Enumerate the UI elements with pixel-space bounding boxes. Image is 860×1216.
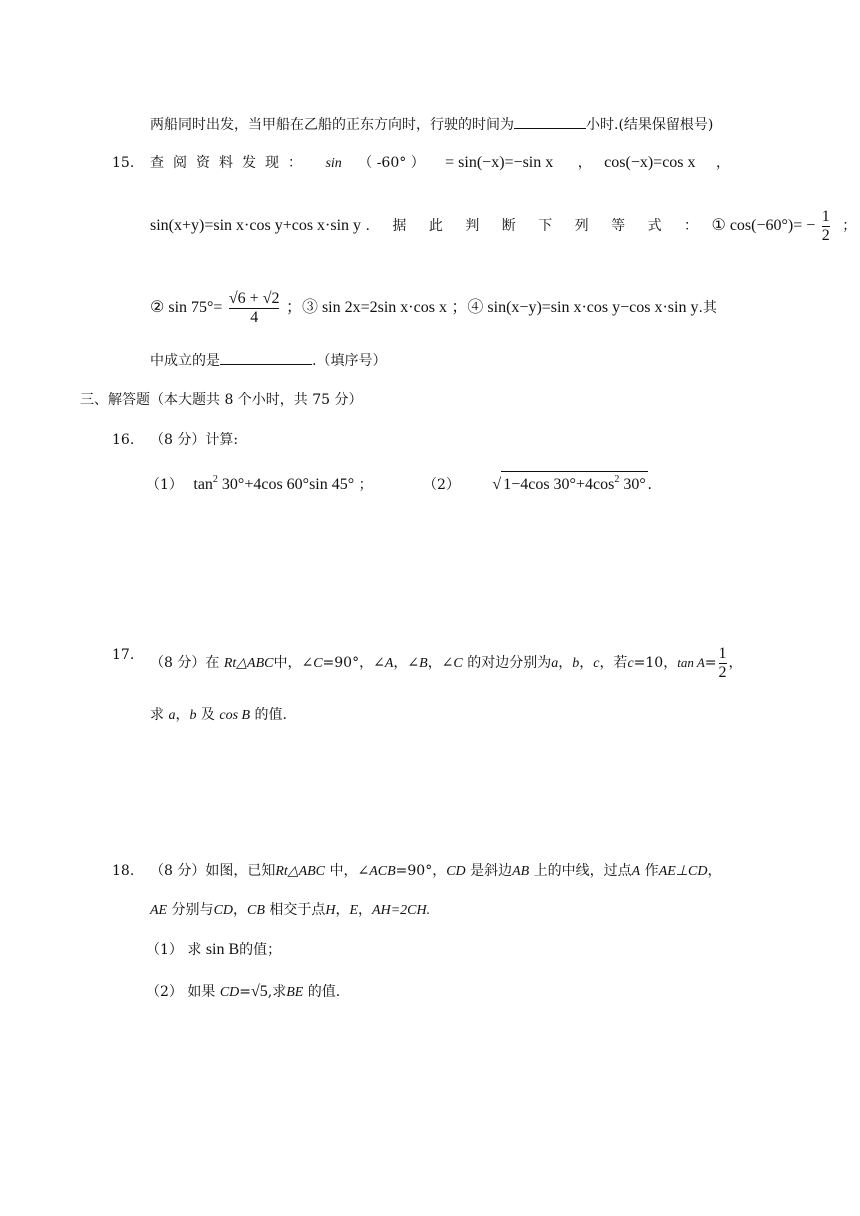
- q17-side-b: b: [572, 656, 580, 671]
- q17-t7: ，: [579, 655, 594, 671]
- q16-part2-expr: √ 1−4cos $30^\circ+4\cos^2$ 30° .: [492, 476, 651, 493]
- q17-t4: ，∠: [427, 655, 454, 671]
- q17-ask-sep: ，: [175, 707, 190, 723]
- q16-part1-expr: [193, 476, 354, 493]
- q17-angle-c2: C: [453, 656, 463, 671]
- tan-fn: tan: [193, 476, 213, 493]
- q18-point-e: E: [349, 903, 359, 918]
- q14-tail-line: [150, 114, 713, 135]
- q18-t11: ，: [358, 902, 373, 918]
- q15-sin75-fraction: [229, 290, 280, 327]
- q18-t6: ，: [707, 863, 722, 879]
- q15-judge-text: . 据 此 判 断 下 列 等 式 ：: [365, 218, 708, 234]
- q17-side-a: a: [551, 656, 559, 671]
- q18-p2-sqrt5: √5: [251, 983, 268, 1000]
- q18-cb: CB: [247, 903, 265, 918]
- q18-t2: =90°，: [395, 863, 447, 879]
- q15-claim2: ② sin 75°=: [150, 299, 223, 316]
- q15-sum-identity: sin(x+y)=sin x·cos y+cos x·sin y: [150, 217, 362, 234]
- q17-half-num: 1: [718, 645, 727, 662]
- q15-identity-sin: = sin(−x)=−sin x: [445, 154, 554, 171]
- q17-half-den: 2: [718, 664, 727, 681]
- half-denominator: 2: [821, 227, 830, 244]
- q15-line3: [150, 290, 717, 327]
- q17-t3: ，∠: [393, 655, 420, 671]
- q18-p2-cd: CD: [219, 985, 240, 1000]
- q18-triangle: Rt△ABC: [275, 864, 326, 879]
- q17-ask-a: a: [168, 708, 176, 723]
- q18-p1-label: （1） 求: [146, 942, 202, 958]
- q15-claim4: ；④ sin(x−y)=sin x·cos y−cos x·sin y: [451, 299, 699, 316]
- q17-number: 17.: [112, 647, 135, 663]
- q18-angle-acb: ACB: [369, 864, 396, 879]
- q18-ae: AE: [150, 903, 168, 918]
- q15-intro: 查阅资料发现：: [150, 155, 311, 171]
- q18-ah-eq: AH=2CH.: [372, 903, 431, 918]
- q17-t2: =90°，∠: [322, 655, 385, 671]
- q17-intro: （8 分）在: [150, 655, 220, 671]
- q15-number: 15.: [112, 155, 135, 171]
- q18-t3: 是斜边: [465, 863, 513, 879]
- q17-c-var: c: [627, 656, 634, 671]
- q17-t6: ，: [558, 655, 573, 671]
- q18-ab: AB: [512, 864, 530, 879]
- sqrt6: √6: [228, 290, 246, 307]
- q17-t8: ，若: [599, 655, 628, 671]
- q18-point-h: H: [325, 903, 336, 918]
- q15-answer-note: .（填序号）: [312, 353, 387, 369]
- q15-claim3: ；③ sin 2x=2sin x·cos x: [285, 299, 447, 316]
- q18-part2: [146, 982, 340, 1003]
- section3-heading: 三、解答题（本大题共 8 个小时，共 75 分）: [80, 392, 363, 408]
- q17-side-c: c: [593, 656, 600, 671]
- q17-t5: 的对边分别为: [462, 655, 552, 671]
- q17-ask-end: 的值.: [250, 707, 287, 723]
- q14-answer-blank[interactable]: [514, 114, 586, 129]
- q17-tanA: tan A: [677, 655, 705, 670]
- q16-part1-sep: ；: [358, 477, 373, 493]
- q16-part2-label: （2）: [423, 477, 460, 493]
- part1-rest: 30°+4cos 60°sin 45°: [221, 476, 355, 493]
- q18-ae-perp-cd: AE⊥CD: [658, 864, 708, 879]
- q17-triangle: Rt△ABC: [223, 656, 274, 671]
- q18-t4: 上的中线，过点: [529, 863, 632, 879]
- q18-t5: 作: [640, 863, 659, 879]
- q18-line2: [150, 900, 430, 921]
- q18-t8: ，: [233, 902, 248, 918]
- q16-part1-label: （1）: [146, 477, 183, 493]
- part2-period: .: [647, 476, 652, 493]
- q17-angle-a: A: [384, 656, 394, 671]
- q18-p2-end: 的值.: [303, 984, 341, 1000]
- q15-line4: [150, 350, 386, 371]
- q17-line2: [150, 705, 287, 726]
- sin75-numerator: [229, 290, 280, 308]
- q17-line1: [150, 645, 743, 682]
- q15-line2: sin(x+y)=sin x·cos y+cos x·sin y . 据 此 判 断 下 列 等 式 ： ① cos(−60°)= − $\frac{1}{2}$ ；: [150, 208, 857, 244]
- q15-identity-cos: cos(−x)=cos x: [604, 154, 696, 171]
- q15-claim1: ① cos(−60°)= −: [711, 217, 816, 234]
- q18-p2-label: （2） 如果: [146, 984, 216, 1000]
- sin75-denominator: 4: [229, 308, 280, 327]
- q15-half-fraction: [822, 208, 830, 245]
- q17-half-fraction: [719, 645, 727, 682]
- q17-t1: 中，∠: [273, 655, 314, 671]
- q17-eq: =: [704, 655, 717, 671]
- plus-sign: +: [249, 290, 259, 307]
- q14-tail-end: 小时.(结果保留根号): [586, 117, 714, 133]
- q15-paren: （ -60° ）: [358, 155, 425, 171]
- q17-ask: 求: [150, 707, 164, 723]
- q18-part1: [146, 940, 281, 960]
- q17-t9: ，: [728, 655, 743, 671]
- q18-intro: （8 分）如图，已知: [150, 863, 276, 879]
- q18-t10: ，: [335, 902, 350, 918]
- q18-point-a: A: [631, 864, 641, 879]
- q15-answer-prompt: 中成立的是: [150, 353, 220, 369]
- q18-number: 18.: [112, 863, 135, 879]
- q17-angle-b: B: [419, 656, 428, 671]
- q18-t9: 相交于点: [264, 902, 326, 918]
- q17-ask-b: b: [189, 708, 197, 723]
- q17-c-value: =10，: [633, 655, 678, 671]
- q18-cd: CD: [446, 864, 466, 879]
- sqrt2: √2: [262, 290, 280, 307]
- cos-exponent: 2: [614, 474, 620, 485]
- part2-angle: 30°: [623, 476, 646, 493]
- q15-tail: .其: [698, 300, 717, 316]
- q18-t1: 中，∠: [325, 863, 370, 879]
- part2-radicand: 1−4cos 30°+4cos: [503, 476, 615, 493]
- q18-p2-be: BE: [286, 985, 304, 1000]
- q18-p1-end: 的值；: [239, 942, 282, 958]
- q16-heading: （8 分）计算:: [150, 432, 239, 448]
- q15-line1: 查阅资料发现： sin （ -60° ） = sin(−x)=−sin x ， cos(−x)=cos x ，: [150, 154, 730, 171]
- q15-answer-blank[interactable]: [220, 350, 312, 365]
- q18-p2-eq: =: [239, 984, 251, 1000]
- q18-p1-sinB: sin B: [205, 941, 240, 958]
- q15-sin-word: sin: [325, 156, 342, 171]
- q16-number: 16.: [112, 432, 135, 448]
- q16-parts: [146, 470, 652, 495]
- q18-t7: 分别与: [167, 902, 214, 918]
- q14-tail-text: 两船同时出发，当甲船在乙船的正东方向时，行驶的时间为: [150, 117, 514, 133]
- q18-cd2: CD: [213, 903, 234, 918]
- q17-ask-cosB: cos B: [219, 708, 251, 723]
- q18-p2-ask: ,求: [267, 984, 287, 1000]
- q17-angle-c: C: [313, 656, 323, 671]
- q17-ask-and: 及: [196, 707, 215, 723]
- tan-exponent: 2: [212, 474, 218, 485]
- half-numerator: 1: [821, 208, 830, 225]
- q18-line1: [150, 861, 721, 882]
